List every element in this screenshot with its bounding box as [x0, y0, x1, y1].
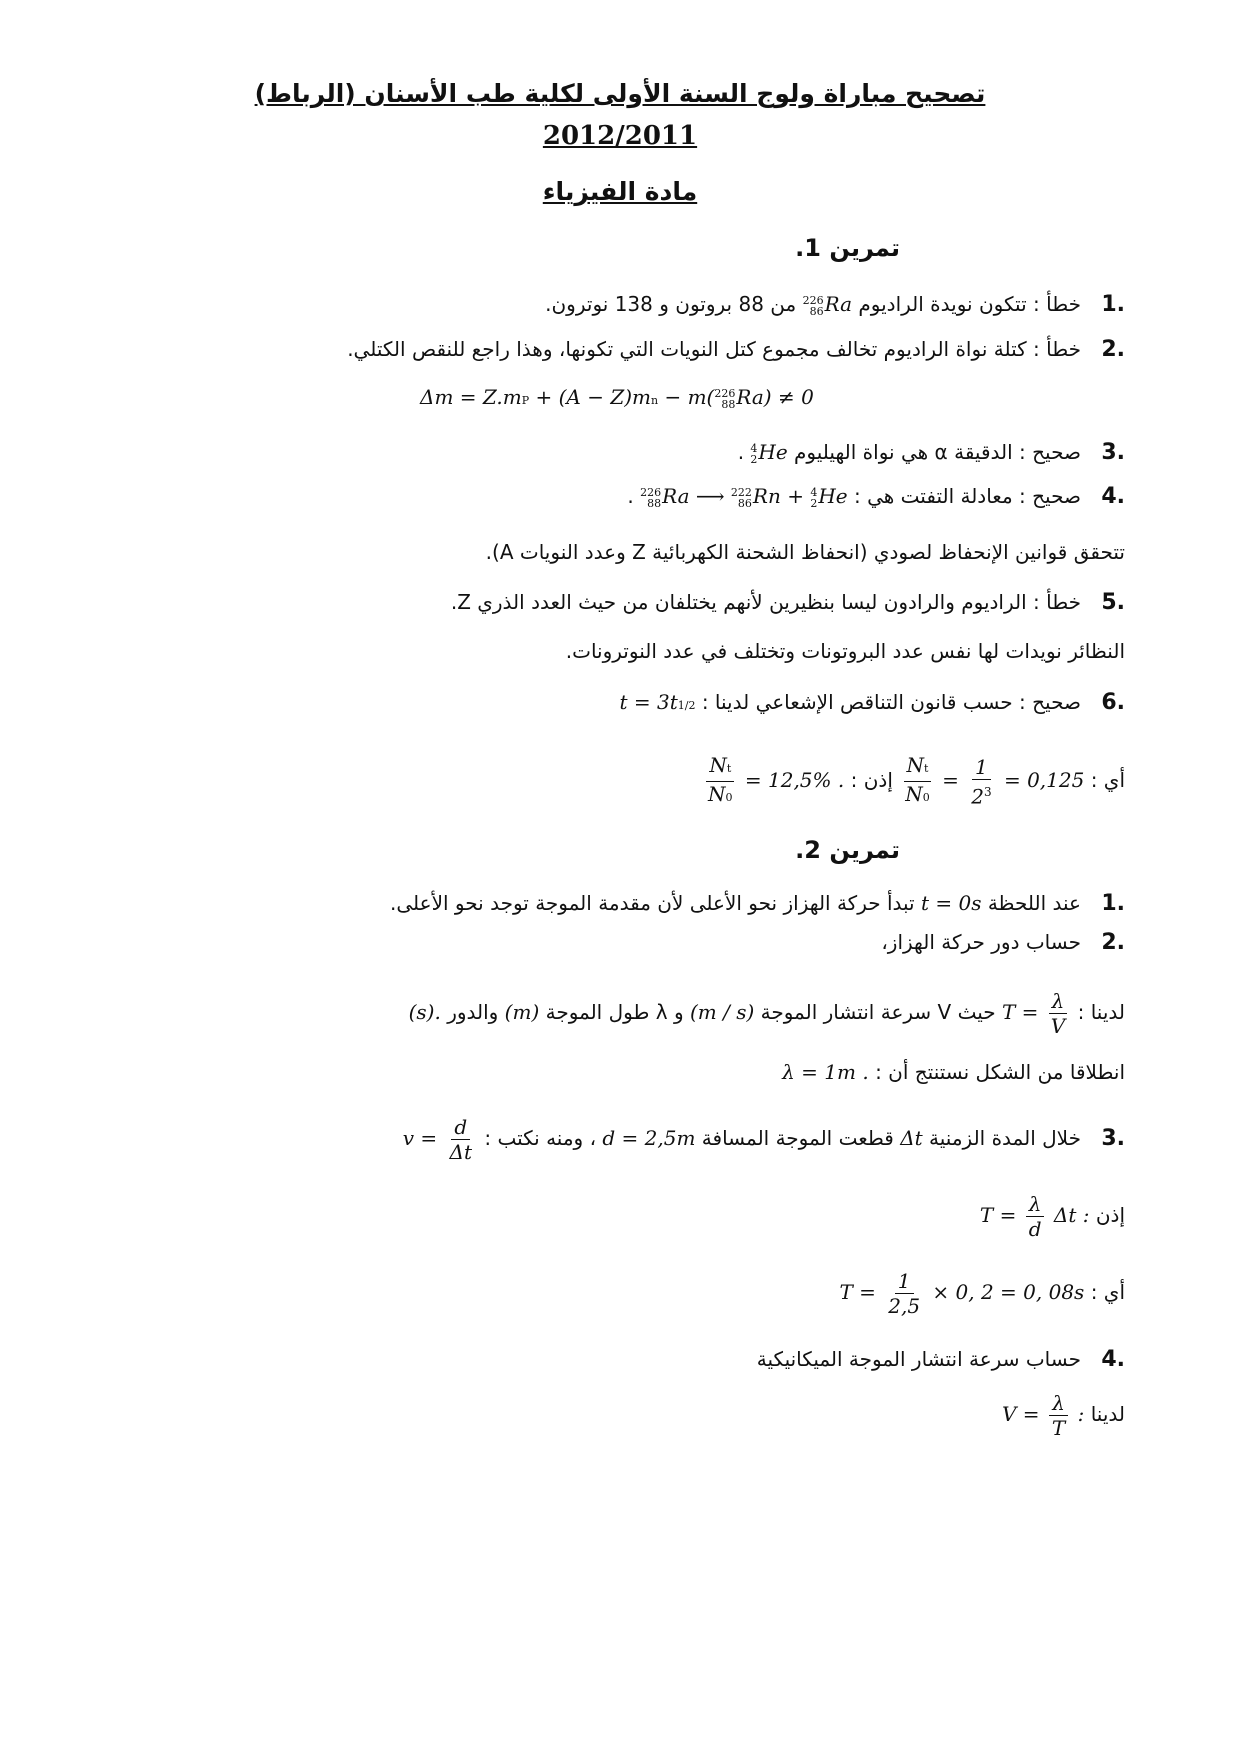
item-text: صحيح : معادلة التفتت هي : — [853, 484, 1081, 508]
ratio-equation-2: $\frac{Nt}{N0}$ = 12,5% . — [708, 753, 845, 806]
item-text: . — [737, 440, 745, 464]
item-text: خطأ : تتكون نويدة الراديوم — [858, 292, 1081, 316]
decay-equation: 226 88 Ra ⟶ 222 86 Rn + 4 2 He — [640, 484, 848, 510]
item-text: خلال المدة الزمنية — [929, 1126, 1081, 1150]
def-text-c: والدور — [447, 1000, 499, 1024]
item-text: تبدأ حركة الهزاز نحو الأعلى لأن مقدمة الموجة توجد نحو الأعلى. — [390, 891, 915, 915]
delta-t: Δt — [900, 1126, 923, 1150]
item-text: ، ومنه نكتب : — [484, 1126, 597, 1150]
period-from-distance: T = $\frac{\lambda}{d}$ Δt : — [979, 1192, 1090, 1241]
exercise2-heading: تمرين 2. — [795, 836, 900, 864]
from-figure-text: انطلاقا من الشكل نستنتج أن : — [875, 1060, 1125, 1084]
def-text-a: حيث V سرعة انتشار الموجة — [760, 1000, 996, 1024]
helium-symbol: 4 2 He — [750, 440, 788, 466]
distance-value: d = 2,5m — [602, 1126, 696, 1150]
ex2-item-3 — [403, 1108, 1125, 1169]
ratio-line — [702, 752, 1125, 810]
ex1-item-1 — [545, 290, 1125, 319]
lambda-value: λ = 1m . — [782, 1060, 869, 1084]
speed-formula-2: V = $\frac{\lambda}{T}$ : — [1001, 1391, 1085, 1440]
page-year: 2012/2011 — [542, 121, 698, 151]
idhan-label: إذن — [1095, 1203, 1125, 1227]
item-number: 2. — [1101, 930, 1125, 955]
item-number: 6. — [1101, 690, 1125, 715]
subject-title: مادة الفيزياء — [542, 177, 698, 206]
period-formula: T = $\frac{\lambda}{V}$ — [1002, 982, 1071, 1042]
item-number: 2. — [1101, 337, 1125, 362]
speed-definition — [1002, 1384, 1125, 1444]
item-text: . — [627, 484, 634, 508]
item-number: 4. — [1101, 1347, 1125, 1372]
item-number: 5. — [1101, 590, 1125, 615]
soddy-laws-text: تتحقق قوانين الإنحفاظ لصودي (انحفاظ الشحنة الكهربائية Z وعدد النويات A). — [485, 540, 1125, 564]
speed-formula: v = $\frac{d}{\Delta t}$ — [402, 1115, 472, 1164]
ex2-item-2 — [881, 928, 1125, 957]
from-figure-line — [782, 1058, 1125, 1086]
item-text: حساب سرعة انتشار الموجة الميكانيكية — [756, 1347, 1081, 1371]
isotopes-definition: النظائر نويدات لها نفس عدد البروتونات وتختلف في عدد النوترونات. — [565, 639, 1125, 663]
item-number: 4. — [1101, 484, 1125, 509]
t-zero: t = 0s — [920, 891, 982, 915]
period-value: T = $\frac{1}{2,5}$ × 0, 2 = 0, 08s — [839, 1269, 1085, 1318]
unit-m: (m) — [504, 1000, 540, 1024]
unit-s: (s). — [408, 1000, 441, 1024]
item-text: حساب دور حركة الهزاز، — [881, 930, 1081, 954]
item-text: قطعت الموجة المسافة — [701, 1126, 894, 1150]
ex1-item-4 — [627, 482, 1125, 511]
item-text: خطأ : الراديوم والرادون ليسا بنظيرين لأنهم يختلفان من حيث العدد الذري Z. — [450, 590, 1081, 614]
ai-label: أي : — [1090, 768, 1125, 792]
item-number: 1. — [1101, 891, 1125, 916]
exercise1-heading: تمرين 1. — [795, 234, 900, 262]
ai-label: أي : — [1090, 1280, 1125, 1304]
unit-ms: (m / s) — [689, 1000, 755, 1024]
ladayna-label: لدينا — [1090, 1402, 1125, 1426]
ladayna-label: لدينا : — [1077, 1000, 1125, 1024]
mass-defect-equation: Δm = Z.mP + (A − Z)mn − m( 226 88 Ra) ≠ 0 — [420, 385, 814, 411]
page-title: تصحيح مباراة ولوج السنة الأولى لكلية طب الأسنان (الرباط) — [254, 79, 986, 108]
def-text-b: و λ طول الموجة — [545, 1000, 684, 1024]
ratio-equation-1: $\frac{Nt}{N0}$ = $\frac{1}{2^3}$ = 0,125 — [905, 753, 1085, 809]
period-derivation — [980, 1185, 1125, 1245]
item-number: 1. — [1101, 292, 1125, 317]
item-number: 3. — [1101, 440, 1125, 465]
item-number: 3. — [1101, 1126, 1125, 1151]
item-text: صحيح : الدقيقة α هي نواة الهيليوم — [794, 440, 1081, 464]
year-wrap — [0, 122, 1240, 151]
ex1-item-6 — [619, 688, 1125, 720]
idhan-label: إذن : — [850, 768, 893, 792]
time-equation: t = 3t1/2 — [619, 690, 696, 714]
ex1-item-5 — [451, 588, 1125, 617]
ex1-item-2 — [347, 335, 1125, 364]
period-definition — [409, 982, 1125, 1042]
item-text: خطأ : كتلة نواة الراديوم تخالف مجموع كتل النويات التي تكونها، وهذا راجع للنقص الكتلي. — [347, 337, 1081, 361]
radium-symbol: 226 86 Ra — [802, 292, 853, 318]
period-result — [839, 1262, 1125, 1322]
ex1-item-3 — [738, 438, 1125, 467]
item-text: عند اللحظة — [987, 891, 1081, 915]
item-text: صحيح : حسب قانون التناقص الإشعاعي لدينا : — [701, 690, 1081, 714]
item-text: من 88 بروتون و 138 نوترون. — [545, 292, 797, 316]
ex2-item-1 — [390, 889, 1125, 918]
ex2-item-4 — [757, 1345, 1125, 1374]
